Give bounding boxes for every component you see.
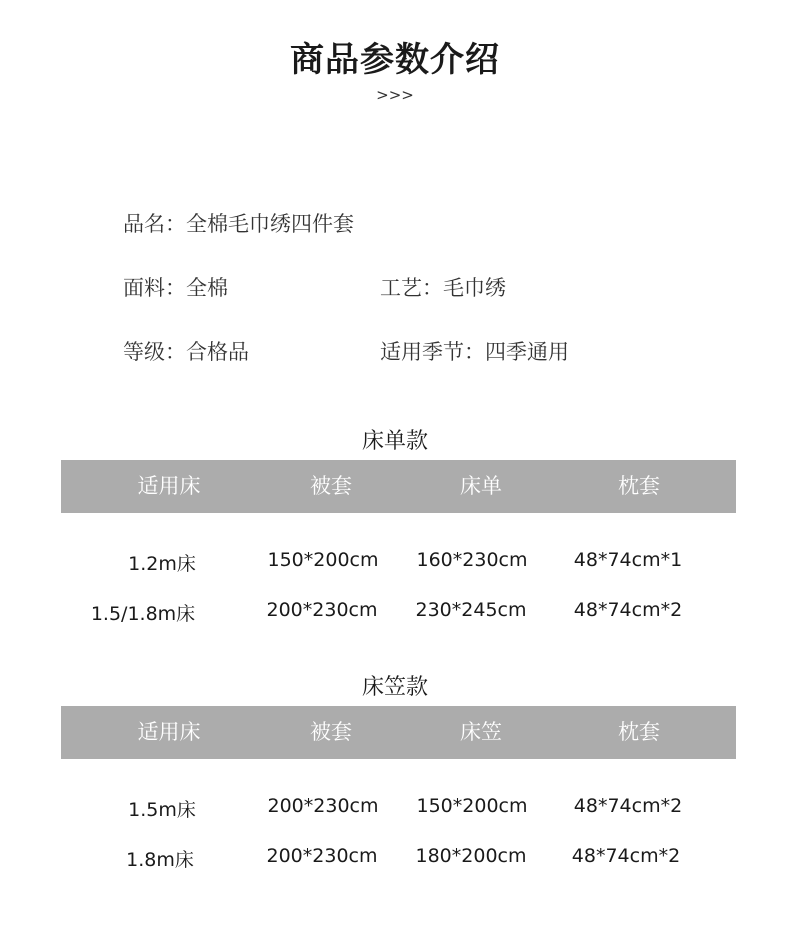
fitted-row1-duvet: 200*230cm <box>267 795 379 817</box>
fitted-header-bed: 适用床 <box>137 720 201 744</box>
spec-craft: 工艺：毛巾绣 <box>380 276 506 300</box>
fitted-row1-bed: 1.5m床 <box>128 799 196 821</box>
page-subtitle: >>> <box>376 86 414 104</box>
sheet-row2-duvet: 200*230cm <box>266 599 378 621</box>
sheet-set-header <box>61 460 736 513</box>
spec-name: 品名：全棉毛巾绣四件套 <box>123 212 354 236</box>
sheet-row2-pillow: 48*74cm*2 <box>573 599 683 621</box>
sheet-row1-sheet: 160*230cm <box>416 549 528 571</box>
fitted-row1-pillow: 48*74cm*2 <box>573 795 683 817</box>
fitted-set-header <box>61 706 736 759</box>
fitted-row2-pillow: 48*74cm*2 <box>571 845 681 867</box>
sheet-row2-sheet: 230*245cm <box>415 599 527 621</box>
fitted-row1-fitted: 150*200cm <box>416 795 528 817</box>
fitted-row2-bed: 1.8m床 <box>126 849 194 871</box>
sheet-header-duvet: 被套 <box>310 474 352 498</box>
spec-grade: 等级：合格品 <box>123 340 249 364</box>
fitted-row2-fitted: 180*200cm <box>415 845 527 867</box>
fitted-set-title: 床笠款 <box>361 675 428 700</box>
fitted-row2-duvet: 200*230cm <box>266 845 378 867</box>
sheet-row2-bed: 1.5/1.8m床 <box>90 603 196 625</box>
spec-season: 适用季节：四季通用 <box>380 340 569 364</box>
fitted-header-duvet: 被套 <box>310 720 352 744</box>
fitted-header-pillow: 枕套 <box>618 720 660 744</box>
sheet-header-bed: 适用床 <box>137 474 201 498</box>
sheet-row1-pillow: 48*74cm*1 <box>573 549 683 571</box>
sheet-row1-bed: 1.2m床 <box>128 553 196 575</box>
sheet-row1-duvet: 150*200cm <box>267 549 379 571</box>
page-title: 商品参数介绍 <box>290 40 500 80</box>
spec-fabric: 面料：全棉 <box>123 276 228 300</box>
fitted-header-fitted: 床笠 <box>460 720 502 744</box>
sheet-set-title: 床单款 <box>361 429 428 454</box>
sheet-header-sheet: 床单 <box>460 474 502 498</box>
sheet-header-pillow: 枕套 <box>618 474 660 498</box>
